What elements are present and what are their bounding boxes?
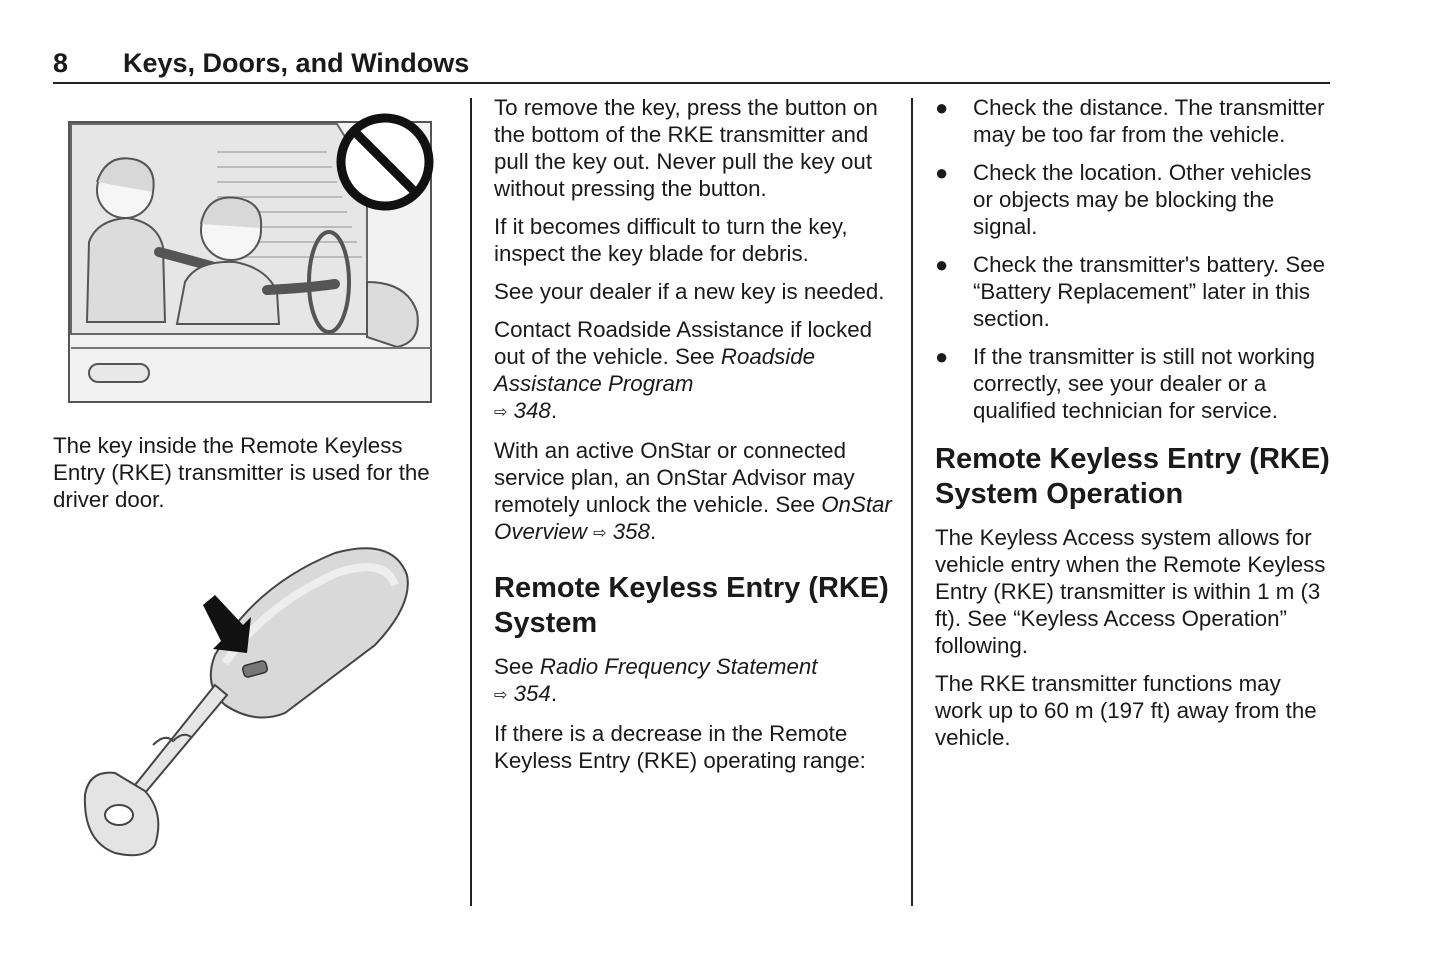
bullet-icon: ●: [935, 95, 949, 120]
paragraph-remove-key: To remove the key, press the button on the bottom of the RKE transmitter and pull the key out. Never pull the key out without pressing the button.: [494, 95, 878, 201]
chapter-title: Keys, Doors, and Windows: [123, 48, 470, 78]
bullet-icon: ●: [935, 344, 949, 369]
roadside-page-ref[interactable]: 348: [513, 398, 551, 423]
paragraph-radio-frequency: See Radio Frequency Statement ⇨ 354.: [494, 654, 818, 706]
onstar-page-ref[interactable]: 358: [612, 519, 650, 544]
radio-see-text: See: [494, 654, 540, 679]
column-divider-1: [470, 98, 472, 906]
page-ref-arrow-icon: ⇨: [494, 404, 508, 421]
page-ref-arrow-icon: ⇨: [593, 525, 607, 542]
paragraph-onstar: With an active OnStar or connected service plan, an OnStar Advisor may remotely unlock the vehicle. See OnStar Overview ⇨ 358.: [494, 438, 892, 544]
middle-column: [494, 94, 894, 785]
list-item: ● If the transmitter is still not working correctly, see your dealer or a qualified technician for service.: [935, 344, 1315, 423]
bullet-icon: ●: [935, 160, 949, 185]
paragraph-range-decrease: If there is a decrease in the Remote Keyless Entry (RKE) operating range:: [494, 721, 866, 773]
right-column: [935, 94, 1330, 762]
roadside-text: Contact Roadside Assistance if locked out of the vehicle. See: [494, 317, 873, 369]
bullet-icon: ●: [935, 252, 949, 277]
roadside-program-link[interactable]: Roadside Assistance Program: [494, 344, 816, 396]
radio-frequency-page-ref[interactable]: 354: [513, 681, 551, 706]
list-item: ● Check the transmitter's battery. See “Battery Replacement” later in this section.: [935, 252, 1326, 331]
paragraph-turn-key: If it becomes difficult to turn the key, inspect the key blade for debris.: [494, 214, 848, 266]
onstar-overview-link[interactable]: OnStar Overview: [494, 492, 892, 544]
paragraph-range: The RKE transmitter functions may work up to 60 m (197 ft) away from the vehicle.: [935, 671, 1317, 750]
section-heading-rke-system: Remote Keyless Entry (RKE) System: [494, 572, 889, 639]
page-ref-arrow-icon: ⇨: [494, 687, 508, 704]
children-in-car-illustration: [67, 112, 435, 404]
page-number: 8: [53, 48, 69, 78]
left-column: [53, 432, 453, 524]
list-item: ● Check the distance. The transmitter may be too far from the vehicle.: [935, 95, 1325, 147]
header-rule: [53, 82, 1330, 84]
rke-key-fob-illustration: [75, 545, 415, 860]
key-caption: The key inside the Remote Keyless Entry (RKE) transmitter is used for the driver door.: [53, 433, 430, 512]
page-header: [53, 46, 1330, 84]
paragraph-keyless-access: The Keyless Access system allows for vehicle entry when the Remote Keyless Entry (RKE) transmitter is within 1 m (3 ft). See “Keyless Access Operation” following.: [935, 525, 1326, 658]
section-heading-rke-operation: Remote Keyless Entry (RKE) System Operation: [935, 443, 1330, 510]
troubleshoot-list: [935, 94, 1330, 424]
column-divider-2: [911, 98, 913, 906]
paragraph-roadside: Contact Roadside Assistance if locked out of the vehicle. See Roadside Assistance Program ⇨ 348.: [494, 317, 873, 423]
radio-frequency-link[interactable]: Radio Frequency Statement: [539, 654, 818, 679]
onstar-text: With an active OnStar or connected service plan, an OnStar Advisor may remotely unlock the vehicle. See: [494, 438, 855, 517]
list-item: ● Check the location. Other vehicles or objects may be blocking the signal.: [935, 160, 1312, 239]
paragraph-new-key: See your dealer if a new key is needed.: [494, 279, 885, 304]
